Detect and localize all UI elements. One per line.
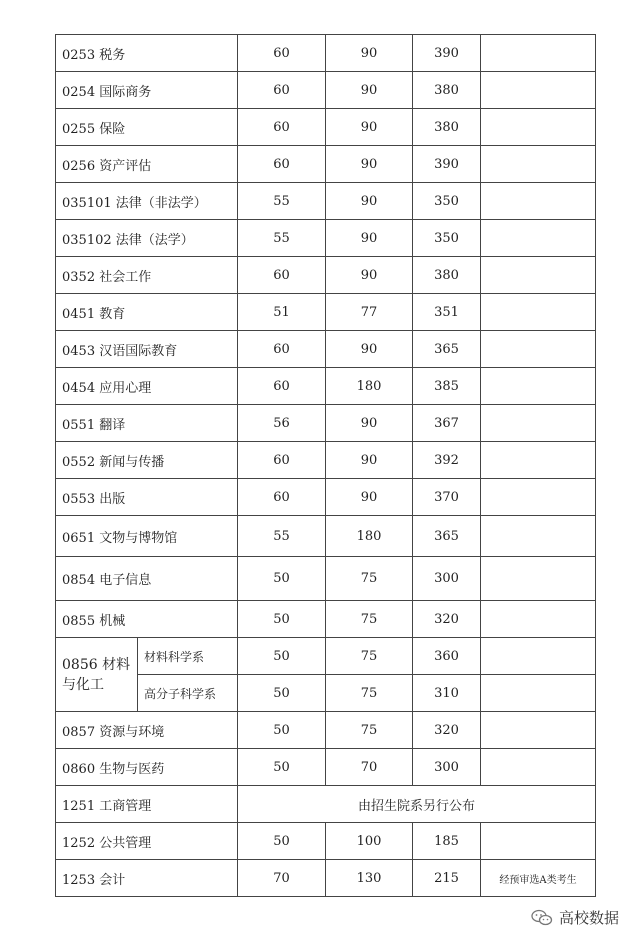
major-name: 0553 出版	[56, 479, 238, 516]
wechat-icon	[531, 909, 553, 927]
score-single-a: 50	[238, 712, 326, 749]
score-total: 320	[413, 712, 481, 749]
table-row	[56, 72, 596, 109]
note-cell: 经预审选A类考生	[481, 860, 596, 897]
score-single-b: 90	[326, 72, 413, 109]
table-row	[56, 294, 596, 331]
note-cell	[481, 35, 596, 72]
major-name: 1251 工商管理	[56, 786, 238, 823]
note-cell	[481, 823, 596, 860]
score-single-b: 90	[326, 442, 413, 479]
score-single-b: 90	[326, 183, 413, 220]
major-name: 035101 法律（非法学）	[56, 183, 238, 220]
score-single-b: 90	[326, 257, 413, 294]
score-single-b: 90	[326, 220, 413, 257]
major-name: 0255 保险	[56, 109, 238, 146]
table-row	[56, 442, 596, 479]
score-single-a: 60	[238, 109, 326, 146]
score-single-a: 60	[238, 72, 326, 109]
score-single-b: 90	[326, 331, 413, 368]
score-total: 350	[413, 220, 481, 257]
note-cell	[481, 146, 596, 183]
score-single-a: 60	[238, 146, 326, 183]
score-single-a: 50	[238, 601, 326, 638]
score-total: 380	[413, 257, 481, 294]
table-row	[56, 601, 596, 638]
score-total: 365	[413, 516, 481, 557]
major-name: 0256 资产评估	[56, 146, 238, 183]
major-name: 0855 机械	[56, 601, 238, 638]
table-row	[56, 749, 596, 786]
note-cell	[481, 220, 596, 257]
table-row	[56, 405, 596, 442]
table-row	[56, 220, 596, 257]
sub-department-name: 材料科学系	[138, 638, 238, 675]
note-cell	[481, 557, 596, 601]
score-single-a: 60	[238, 442, 326, 479]
table-row	[56, 638, 596, 675]
note-cell	[481, 109, 596, 146]
major-name: 035102 法律（法学）	[56, 220, 238, 257]
merged-notice: 由招生院系另行公布	[238, 786, 596, 823]
score-single-a: 50	[238, 557, 326, 601]
score-single-b: 75	[326, 601, 413, 638]
score-single-b: 90	[326, 479, 413, 516]
note-cell	[481, 183, 596, 220]
score-single-a: 60	[238, 368, 326, 405]
score-total: 310	[413, 675, 481, 712]
major-name: 0860 生物与医药	[56, 749, 238, 786]
note-cell	[481, 601, 596, 638]
table-row	[56, 712, 596, 749]
watermark	[531, 907, 619, 928]
sub-department-name: 高分子科学系	[138, 675, 238, 712]
score-single-b: 90	[326, 405, 413, 442]
major-name: 1252 公共管理	[56, 823, 238, 860]
major-name: 1253 会计	[56, 860, 238, 897]
score-single-a: 50	[238, 675, 326, 712]
note-cell	[481, 675, 596, 712]
score-single-b: 75	[326, 675, 413, 712]
score-single-a: 50	[238, 749, 326, 786]
score-single-a: 50	[238, 823, 326, 860]
major-group-name: 0856 材料与化工	[56, 638, 138, 712]
score-single-a: 55	[238, 516, 326, 557]
score-single-b: 77	[326, 294, 413, 331]
score-single-b: 90	[326, 35, 413, 72]
score-single-a: 50	[238, 638, 326, 675]
major-name: 0253 税务	[56, 35, 238, 72]
major-name: 0857 资源与环境	[56, 712, 238, 749]
table-row	[56, 786, 596, 823]
score-single-b: 90	[326, 109, 413, 146]
score-total: 380	[413, 72, 481, 109]
major-name: 0254 国际商务	[56, 72, 238, 109]
major-name: 0454 应用心理	[56, 368, 238, 405]
score-single-b: 180	[326, 368, 413, 405]
score-total: 390	[413, 35, 481, 72]
score-single-b: 75	[326, 557, 413, 601]
major-name: 0854 电子信息	[56, 557, 238, 601]
note-cell	[481, 72, 596, 109]
score-total: 320	[413, 601, 481, 638]
note-cell	[481, 638, 596, 675]
major-name: 0453 汉语国际教育	[56, 331, 238, 368]
score-single-a: 60	[238, 257, 326, 294]
score-single-b: 70	[326, 749, 413, 786]
table-row	[56, 109, 596, 146]
note-cell	[481, 749, 596, 786]
score-single-a: 60	[238, 331, 326, 368]
table-row	[56, 35, 596, 72]
note-cell	[481, 257, 596, 294]
score-total: 380	[413, 109, 481, 146]
table-row	[56, 257, 596, 294]
note-cell	[481, 294, 596, 331]
major-name: 0551 翻译	[56, 405, 238, 442]
note-cell	[481, 712, 596, 749]
score-total: 385	[413, 368, 481, 405]
major-name: 0651 文物与博物馆	[56, 516, 238, 557]
score-total: 300	[413, 749, 481, 786]
score-total: 370	[413, 479, 481, 516]
score-total: 367	[413, 405, 481, 442]
note-cell	[481, 405, 596, 442]
note-cell	[481, 479, 596, 516]
score-single-a: 60	[238, 35, 326, 72]
score-single-b: 90	[326, 146, 413, 183]
score-total: 392	[413, 442, 481, 479]
table-row	[56, 331, 596, 368]
major-name: 0352 社会工作	[56, 257, 238, 294]
score-single-b: 75	[326, 638, 413, 675]
table-row	[56, 368, 596, 405]
table-row	[56, 183, 596, 220]
score-single-a: 55	[238, 220, 326, 257]
score-single-b: 180	[326, 516, 413, 557]
score-single-a: 55	[238, 183, 326, 220]
note-cell	[481, 442, 596, 479]
score-single-a: 56	[238, 405, 326, 442]
score-table	[55, 34, 596, 897]
table-row	[56, 516, 596, 557]
score-single-a: 70	[238, 860, 326, 897]
major-name: 0451 教育	[56, 294, 238, 331]
score-single-b: 75	[326, 712, 413, 749]
table-row	[56, 823, 596, 860]
score-single-b: 130	[326, 860, 413, 897]
score-total: 215	[413, 860, 481, 897]
watermark-text: 高校数据	[558, 909, 619, 927]
score-single-b: 100	[326, 823, 413, 860]
table-row	[56, 479, 596, 516]
score-single-a: 60	[238, 479, 326, 516]
table-row	[56, 860, 596, 897]
note-cell	[481, 368, 596, 405]
score-total: 350	[413, 183, 481, 220]
note-cell	[481, 331, 596, 368]
score-total: 300	[413, 557, 481, 601]
table-row	[56, 146, 596, 183]
table-row	[56, 557, 596, 601]
score-total: 185	[413, 823, 481, 860]
major-name: 0552 新闻与传播	[56, 442, 238, 479]
score-total: 351	[413, 294, 481, 331]
score-single-a: 51	[238, 294, 326, 331]
score-total: 365	[413, 331, 481, 368]
score-total: 360	[413, 638, 481, 675]
score-total: 390	[413, 146, 481, 183]
note-cell	[481, 516, 596, 557]
